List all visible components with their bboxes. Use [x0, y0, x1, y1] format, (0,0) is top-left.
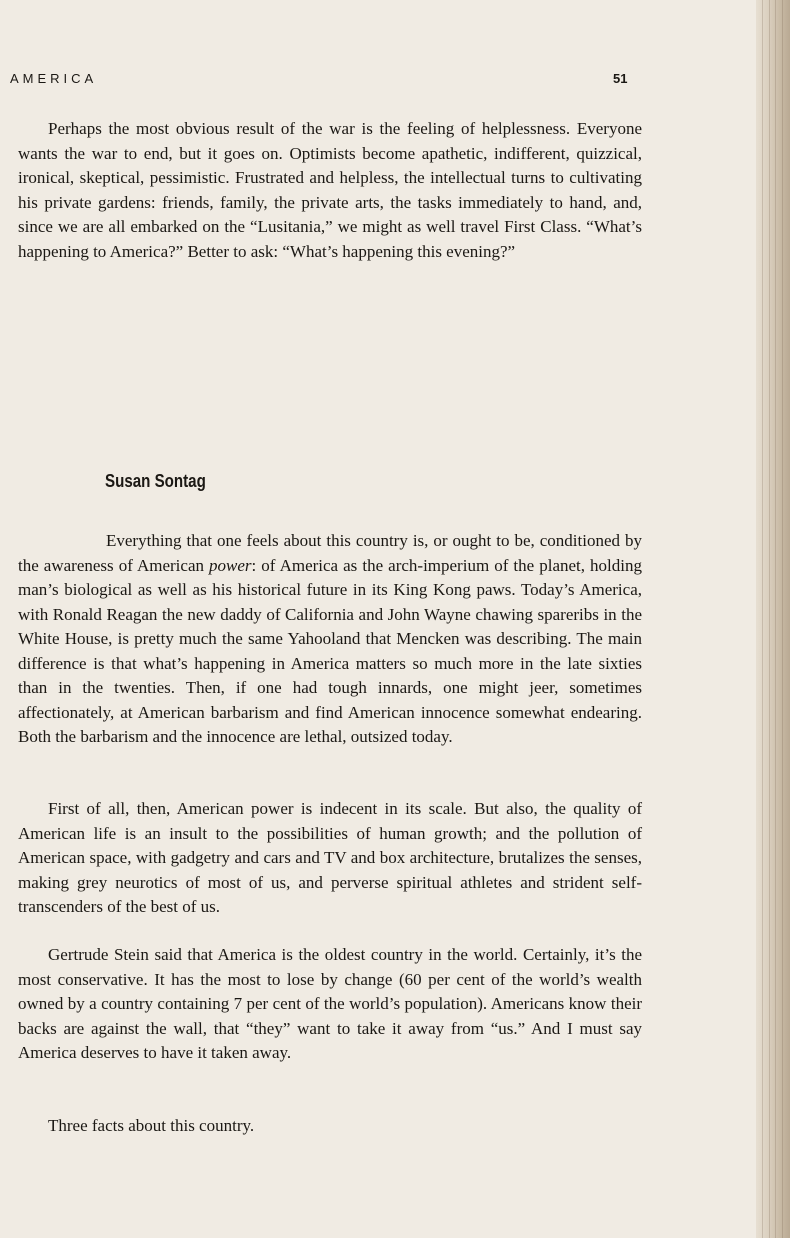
paragraph-text: Everything that one feels about this country is, or ought to be, conditioned by the awareness of American [18, 531, 642, 575]
running-head: AMERICA [10, 71, 98, 86]
paragraph: Perhaps the most obvious result of the war is the feeling of helplessness. Everyone wants the war to end, but it goes on. Optimists become apathetic, indifferent, quizzical, ironical, skeptical, pessimistic. Frustrated and helpless, the intellectual turns to cultivating his private gardens: friends, family, the private arts, the tasks immediately to hand, and, since we are all embarked on the “Lusitania,” we might as well travel First Class. “What’s happening to America?” Better to ask: “What’s happening this evening?” [18, 119, 642, 261]
page-edge-line [769, 0, 770, 1238]
paragraph: First of all, then, American power is indecent in its scale. But also, the quality of American life is an insult to the possibilities of human growth; and the pollution of American space, with gadgetry and cars and TV and box architecture, brutalizes the senses, making grey neurotics of most of us, and perverse spiritual athletes and strident self-transcenders of the best of us. [18, 799, 642, 916]
paragraph: Gertrude Stein said that America is the oldest country in the world. Certainly, it’s the most conservative. It has the most to lose by change (60 per cent of the world’s wealth owned by a country containing 7 per cent of the world’s population). Americans know their backs are against the wall, that “they” want to take it away from “us.” And I must say America deserves to have it taken away. [18, 945, 642, 1062]
italic-emphasis: power [209, 555, 252, 575]
paragraph: Three facts about this country. [48, 1116, 255, 1135]
page-edge-line [762, 0, 763, 1238]
page-edge-shadow [756, 0, 790, 1238]
page-edge-line [782, 0, 783, 1238]
paragraph-text: : of America as the arch-imperium of the planet, holding man’s biological as well as his historical future in its King Kong paws. Today’s America, with Ronald Reagan the new daddy of California and John Wayne chawing spareribs in the White House, is pretty much the same Yahooland that Mencken was describing. The main difference is that what’s happening in America matters so much more in the late sixties than in the twenties. Then, if one had tough innards, one might jeer, sometimes affectionately, at American barbarism and find American innocence somewhat endearing. Both the barbarism and the innocence are lethal, outsized today. [18, 555, 642, 746]
page-number: 51 [613, 71, 628, 86]
paragraph [18, 529, 642, 750]
page-edge-line [775, 0, 776, 1238]
section-heading: Susan Sontag [105, 471, 206, 491]
